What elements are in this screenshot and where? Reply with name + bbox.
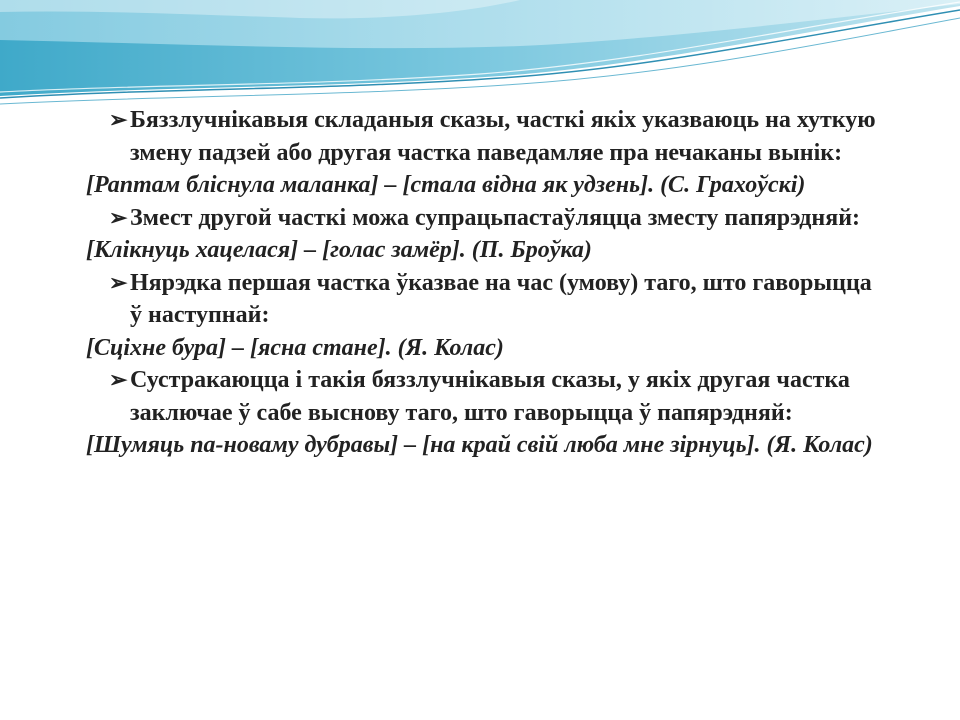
bullet-item bbox=[86, 202, 886, 235]
bullet-text: Змест другой часткі можа супрацьпастаўляцца зместу папярэдняй: bbox=[130, 204, 861, 231]
example-sentence: [Клікнуць хацелася] – [голас замёр]. (П. Броўка) bbox=[86, 237, 592, 263]
slide-content bbox=[86, 104, 886, 462]
example-sentence: [Сціхне бура] – [ясна стане]. (Я. Колас) bbox=[86, 334, 504, 361]
arrow-bullet-icon: ➢ bbox=[109, 204, 128, 230]
arrow-bullet-icon: ➢ bbox=[109, 269, 128, 295]
arrow-bullet-icon: ➢ bbox=[109, 107, 128, 132]
arrow-bullet-icon: ➢ bbox=[109, 367, 128, 392]
bullet-item bbox=[86, 104, 886, 169]
example-sentence: [Раптам бліснула маланка] – [стала відна як удзень]. (С. Грахоўскі) bbox=[86, 172, 806, 198]
example-sentence: [Шумяць па-новаму дубравы] – [на край свій люба мне зірнуць]. (Я. Колас) bbox=[86, 432, 873, 458]
bullet-text: Сустракаюцца і такія бяззлучнікавыя сказы, у якіх другая частка заключае ў сабе выснову таго, што гаворыцца ў папярэдняй: bbox=[130, 367, 850, 426]
header-wave-decoration bbox=[0, 0, 960, 120]
bullet-item bbox=[86, 267, 886, 332]
bullet-text: Бяззлучнікавыя складаныя сказы, часткі якіх указваюць на хуткую змену падзей або другая частка паведамляе пра нечаканы вынік: bbox=[130, 107, 876, 166]
bullet-item bbox=[86, 364, 886, 429]
bullet-text: Нярэдка першая частка ўказвае на час (умову) таго, што гаворыцца ў наступнай: bbox=[130, 269, 872, 328]
